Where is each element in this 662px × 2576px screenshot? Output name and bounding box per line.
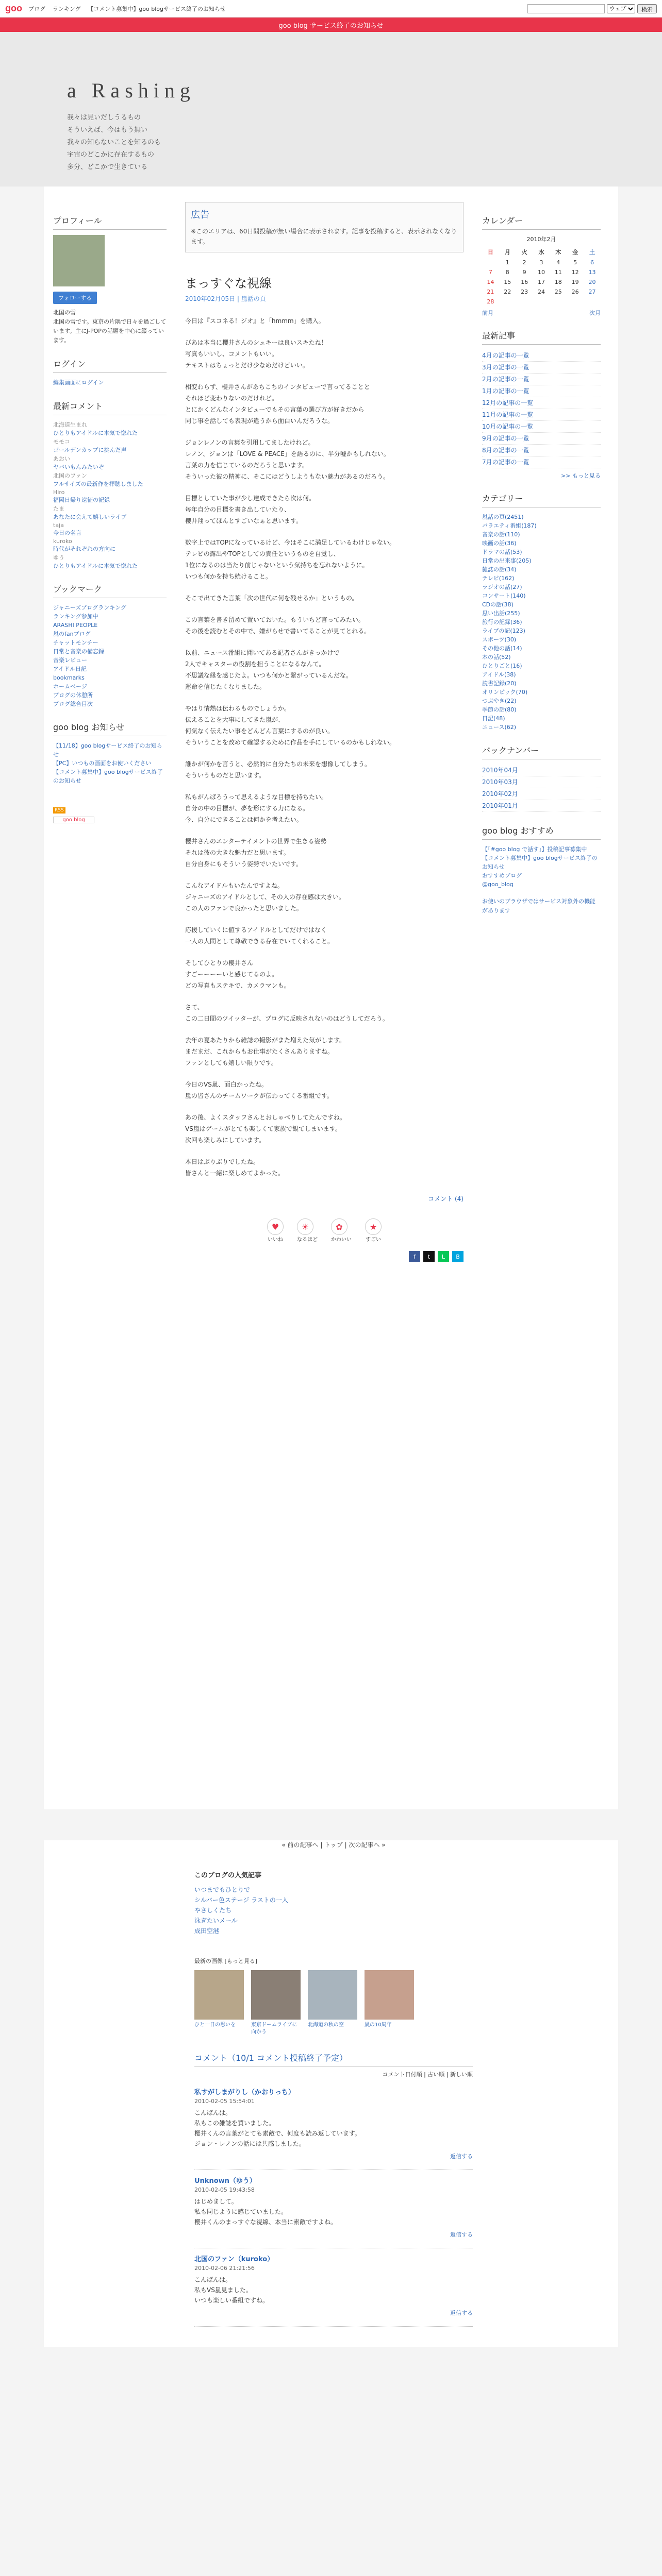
cal-day[interactable]: 5 [573,259,577,266]
category-link[interactable]: バラエティ番組(187) [482,522,537,529]
thumb-image [365,1970,414,2020]
cal-day[interactable]: 11 [554,269,562,276]
calendar-prev-link[interactable]: 前月 [482,310,493,316]
bookmark-link[interactable]: 嵐のfanブログ [53,631,91,637]
category-link[interactable]: その他の話(14) [482,645,522,652]
category-heading: カテゴリー [482,489,601,507]
cal-day[interactable]: 4 [556,259,560,266]
recent-comments-heading: 最新コメント [53,397,167,415]
cal-day [584,297,601,307]
top-nav-ranking[interactable]: ランキング [52,5,81,12]
comment-link[interactable]: あなたに会えて嬉しいライブ [53,514,127,520]
comments-heading: コメント（10/1 コメント投稿終了予定） [194,2052,473,2067]
ad-title: 広告 [191,210,209,221]
profile-avatar[interactable] [53,235,105,286]
category-link[interactable]: 読書記録(20) [482,680,517,687]
comment-link[interactable]: ヤバいもんみたいぞ [53,464,104,470]
reply-link[interactable]: 返信する [450,2231,473,2238]
post-paragraph: ジョンレノンの言葉を引用してましたけれど。 レノン、ジョンは「LOVE & PEACE」を語るのに、半分嘘かもしれない。 言葉の力を信じているのだろうと思います。 そういった彼の精神に、そこにはどうしようもない魅力があるのだろう。 [185,439,390,480]
post-paragraph: 目標としていた事が少し達成できたら次は何。 毎年自分の目標を書き出していたり、 櫻井翔ってほんとすごいなぁと思います。 [185,495,316,524]
backnumber-heading: バックナンバー [482,741,601,759]
comment-item [194,2170,473,2248]
rss-area [53,806,167,823]
login-heading: ログイン [53,354,167,373]
tagline-line: 我々の知らないことを知るのも [67,139,161,146]
category-link[interactable]: 雑誌の話(34) [482,566,517,573]
calendar-heading: カレンダー [482,211,601,230]
calendar-next-link[interactable]: 次月 [589,310,601,316]
comment-body: こんばんは。 私もこの雑誌を買いました。 櫻井くんの言葉がとても素敵で、何度も読み返しています。 ジョン・レノンの話には共感しました。 [194,2109,361,2147]
profile-name: 北国の雪 [53,309,76,316]
category-link[interactable]: 映画の話(36) [482,540,517,547]
comment-author: ゆう [53,554,64,561]
entry-link[interactable]: 12月の記事の一覧 [482,397,601,409]
blog-tagline [67,112,662,174]
left-sidebar [53,202,167,1809]
list-item [53,488,167,504]
cal-day[interactable]: 18 [554,279,562,285]
cal-day[interactable]: 1 [505,259,509,266]
goo-notice-list [53,741,167,785]
entry-link[interactable]: 11月の記事の一覧 [482,409,601,421]
category-link[interactable]: CDの話(38) [482,601,514,608]
list-item [53,553,167,570]
post-body [185,315,464,1179]
comment-author: kuroko [53,538,72,545]
backnumber-link[interactable]: 2010年01月 [482,800,601,812]
comment-link[interactable]: ゴールデンカップに挑んだ声 [53,447,127,453]
line-icon[interactable]: L [438,1251,449,1262]
recent-comments-list [53,420,167,570]
post-paragraph: 数字上ではTOPになっているけど、今はそこに満足しているわけじゃない。 テレビの露出やTOPとしての責任というものを自覚し、 1位になるのは当たり前じゃないという気持ちを忘れないように。 いつも何かを持ち続けること。 [185,539,396,580]
weekday: 木 [555,249,561,256]
post-paragraph: 相変わらず、櫻井さんがあちこちのインタビューで言ってることと それほど変わりないのだけれど。 とにかくどんなインタビューでもその言葉の選び方が好きだから 同じ事を話しても表現が違うから面白いんだろうな。 [185,383,370,425]
goo-notice-link[interactable]: 【コメント募集中】goo blogサービス終了のお知らせ [53,769,163,784]
cal-day[interactable]: 16 [521,279,528,285]
goo-notice-heading: goo blog お知らせ [53,718,167,736]
list-item [53,454,167,471]
page-body [44,187,618,1809]
backnumber-link[interactable]: 2010年03月 [482,776,601,788]
post-paragraph: 応援していくに値するアイドルとしてだけではなく 一人の人間として尊敬できる存在でいてくれること。 [185,926,334,945]
comment-link[interactable]: 時代がそれぞれの方向に [53,546,115,552]
cal-day [567,297,584,307]
comment-item [194,2081,473,2170]
bookmark-list [53,603,167,708]
post-paragraph: あの後、よくスタッフさんとおしゃべりしてたんですね。 VS嵐はゲームがとても楽しくて家族で観てしまいます。 次回も楽しみにしています。 [185,1114,346,1144]
entry-link[interactable]: 9月の記事の一覧 [482,433,601,445]
recommend-link[interactable]: 【「#goo blog で話す」】投稿記事募集中 [482,846,587,853]
entry-link[interactable]: 8月の記事の一覧 [482,445,601,456]
top-search [527,4,657,13]
cal-day[interactable]: 15 [504,279,511,285]
goo-blog-badge[interactable]: goo blog [53,817,94,823]
list-item [53,437,167,454]
thumb-item[interactable] [251,1970,301,2036]
comment-date: 2010-02-05 15:54:01 [194,2098,255,2105]
backnumber-list [482,765,601,812]
post-paragraph: 去年の夏あたりから雑誌の撮影がまた増えた気がします。 まだまだ、これからもお仕事がたくさんありますね。 ファンとしても嬉しい限りです。 [185,1037,346,1066]
weekday: 月 [504,249,510,256]
list-item [53,420,167,437]
ad-text: ※このエリアは、60日間投稿が無い場合に表示されます。記事を投稿すると、表示されなくなります。 [191,228,457,245]
top-nav [28,5,231,13]
browser-note: お使いのブラウザではサービス対象外の機能があります [482,898,595,914]
post-paragraph: 櫻井さんのエンターテイメントの世界で生きる姿勢 それは彼の大きな魅力だと思います。 自分自身にもそういう姿勢でいたいです。 [185,838,327,868]
category-link[interactable]: ドラマの話(53) [482,549,522,555]
post-paragraph: びあは本当に櫻井さんのシュキーは良いスキたね！ 写真もいいし、コメントもいい。 テキストはちょっとだけ少なめだけどいい。 [185,339,327,369]
post-paragraph: やはり情熱は伝わるものでしょうか。 伝えることを大事にしてきた嵐が、 何気なく伝えたい事をどんどん言葉にするのが良い。 そういうことを改めて確認するために作品を手にしているのかもしれない。 [185,705,396,746]
cal-day[interactable]: 28 [487,298,494,305]
sns-share [185,1251,464,1262]
recent-entries-heading: 最新記事 [482,326,601,345]
notice-link[interactable]: goo blog サービス終了のお知らせ [278,22,384,30]
category-link[interactable]: 旅行の記録(36) [482,619,522,625]
category-link[interactable]: コンサート(140) [482,592,526,599]
post-paragraph: そこで出てきた言葉「次の世代に何を残せるか」というもの。 [185,595,358,602]
cal-day [550,297,567,307]
cal-day[interactable]: 10 [537,269,545,276]
cal-day[interactable]: 9 [522,269,526,276]
reaction-like[interactable] [267,1218,284,1243]
backnumber-link[interactable]: 2010年02月 [482,788,601,800]
post-paragraph: 今日のVS嵐、面白かったね。 嵐の皆さんのチームワークが伝わってくる番組です。 [185,1081,333,1099]
reply-link[interactable]: 返信する [450,2153,473,2160]
reaction-naruhodo[interactable] [297,1218,318,1243]
comment-author[interactable]: 北国のファン（kuroko） [194,2256,274,2263]
comment-item [194,2248,473,2327]
hatena-icon[interactable]: B [452,1251,464,1262]
bookmark-link[interactable]: ブログ総合目次 [53,701,93,707]
profile-heading: プロフィール [53,211,167,230]
search-scope-select[interactable] [607,4,635,13]
cal-day[interactable]: 12 [571,269,579,276]
popular-link[interactable]: 泳ぎたいメール [194,1917,238,1924]
category-link[interactable]: ニュース(62) [482,724,517,731]
reaction-label: すごい [366,1237,381,1243]
cal-day [516,297,533,307]
reaction-great[interactable] [365,1218,382,1243]
star-icon: ★ [365,1218,382,1235]
recommend-link[interactable]: おすすめブログ [482,872,522,879]
weekday: 火 [521,249,527,256]
comment-link[interactable]: 今日の名言 [53,530,81,536]
comment-author: Hiro [53,489,65,496]
cal-day[interactable]: 26 [571,289,579,295]
top-bar [0,0,662,18]
blog-title[interactable]: a Rashing [67,79,195,102]
comment-link[interactable]: ひとりもアイドルに本気で惚れた [53,563,138,569]
heart-icon: ♥ [267,1218,284,1235]
cal-day[interactable]: 3 [539,259,543,266]
lower-content [44,1840,618,2347]
popular-heading: このブログの人気記事 [194,1872,262,1879]
recent-entries-list [482,350,601,468]
goo-notice-link[interactable]: 【11/18】goo blogサービス終了のお知らせ [53,742,162,758]
category-link[interactable]: 日記(48) [482,715,505,722]
entry-link[interactable]: 3月の記事の一覧 [482,362,601,374]
comment-author[interactable]: 私すがしまがりし（かおりっち） [194,2089,295,2096]
comment-date: 2010-02-06 21:21:56 [194,2265,255,2272]
rss-icon[interactable]: RSS [53,807,65,814]
comment-body: こんばんは。 私もVS嵐見ました。 いつも楽しい番組ですね。 [194,2276,269,2304]
cal-day[interactable]: 21 [487,289,494,295]
category-link[interactable]: 思い出話(255) [482,610,520,617]
comment-date: 2010-02-05 19:43:58 [194,2187,255,2193]
goo-notice-link[interactable]: 【PC】いつもの画面をお使いください [53,760,152,767]
lower-main [194,1840,473,2327]
calendar-nav [482,309,601,317]
image-thumbs [194,1970,473,2036]
thumb-caption: ひと一日の思いを [194,2022,236,2028]
post-title[interactable]: まっすぐな視線 [185,276,272,291]
post-paragraph: この言葉を書き留めて置いておいた。もういちど言ってみたい。 その後を読むとその中で、嫌がらせで書いてることが見てとれる。 [185,616,371,635]
profile-text: 北国の雪です。東京の片隅で日々を過ごしています。主にJ-POPの話題を中心に綴っています。 [53,318,167,344]
tagline-line: 我々は見いだしうるもの [67,114,141,122]
post-paragraph: 今日は『スコネる！ジオ』と「hmmm」を購入。 [185,317,325,325]
popular-link[interactable]: シルバー色ステージ ラストの一人 [194,1896,288,1904]
top-nav-blog[interactable]: ブログ [28,5,45,12]
comment-author: あおい [53,455,70,462]
thumb-image [194,1970,244,2020]
comment-body: はじめまして。 私も同じように感じていました。 櫻井くんのまっすぐな視線、本当に素敵ですよね。 [194,2198,337,2226]
list-item [53,521,167,537]
entry-link[interactable]: 2月の記事の一覧 [482,374,601,385]
thumb-image [251,1970,301,2020]
recommend-link[interactable]: 【コメント募集中】goo blogサービス終了のお知らせ [482,855,598,870]
post-paragraph: 誰かが何かを言うと、必然的に自分たちの未来を想像してしまう。 そういうものだと思います。 [185,760,371,779]
weekday: 金 [572,249,578,256]
category-link[interactable]: 季節の話(80) [482,706,517,713]
comment-count-link[interactable]: コメント (4) [428,1195,464,1202]
thumb-item[interactable] [365,1970,414,2036]
reply-link[interactable]: 返信する [450,2310,473,2316]
backnumber-link[interactable]: 2010年04月 [482,765,601,776]
tagline-line: そういえば、今はもう無い [67,126,148,134]
goo-recommend-list [482,845,601,889]
facebook-icon[interactable]: f [409,1251,420,1262]
reaction-buttons [185,1218,464,1243]
bookmark-link[interactable]: ランキング参加中 [53,613,98,620]
cal-day[interactable]: 2 [522,259,526,266]
bookmark-link[interactable]: チャットモンチー [53,639,98,646]
cal-day[interactable]: 13 [588,269,596,276]
top-nav-notice[interactable]: 【コメント募集中】goo blogサービス終了のお知らせ [88,5,226,12]
list-item [53,537,167,553]
cal-day[interactable]: 24 [537,289,545,295]
category-link[interactable]: 日常の出来事(205) [482,557,532,564]
twitter-link[interactable]: @goo_blog [482,881,514,888]
category-link[interactable]: 音楽の話(110) [482,531,520,538]
cal-day[interactable]: 6 [590,259,594,266]
lightbulb-icon: ☀ [297,1218,313,1235]
cal-day[interactable]: 17 [537,279,545,285]
search-input[interactable] [527,4,605,13]
cal-day[interactable] [482,258,499,267]
post-paragraph: そしてひとりの櫻井さん すごーーーーいと感じてるのよ。 どの写真もステキで、カメラマンも。 [185,959,290,989]
post-paragraph: 私もがんばろうって思えるような目標を持ちたい。 自分の中の目標が、夢を形にする力になる。 今、自分にできることは何かを考えたい。 [185,793,328,823]
cal-day[interactable]: 22 [504,289,511,295]
tagline-line: 多分、どこかで生きている [67,163,148,171]
cal-day[interactable]: 20 [588,279,596,285]
thumb-image [308,1970,357,2020]
thumb-caption: 嵐の10周年 [365,2022,392,2028]
post-paragraph: さて、 この二日間のツイッターが、ブログに反映されないのはどうしてだろう。 [185,1004,389,1022]
comment-link[interactable]: 福岡日帰り遠征の記録 [53,497,110,503]
popular-link[interactable]: いつまでもひとりで [194,1886,251,1893]
cal-day[interactable]: 25 [554,289,562,295]
comments-sort[interactable]: コメント日付順 | 古い順 | 新しい順 [382,2071,473,2078]
calendar-title: 2010年2月 [526,236,556,243]
cal-day[interactable]: 14 [487,279,494,285]
comment-link[interactable]: フルサイズの最新作を拝聴しました [53,481,143,487]
category-link[interactable]: ラジオの話(27) [482,584,522,590]
popular-link[interactable]: 成田空港 [194,1927,220,1935]
category-link[interactable]: ライブの記(123) [482,628,525,634]
entry-link[interactable]: 1月の記事の一覧 [482,385,601,397]
entry-link[interactable]: 10月の記事の一覧 [482,421,601,433]
ad-box [185,202,464,252]
comment-author: taja [53,522,64,529]
category-link[interactable]: ひとりごと(16) [482,663,522,669]
weekday: 日 [487,249,493,256]
cal-day[interactable]: 23 [521,289,528,295]
blog-header [0,32,662,187]
reaction-label: いいね [268,1237,283,1243]
bookmark-link[interactable]: ブログの休憩所 [53,692,93,699]
reaction-label: かわいい [331,1237,352,1243]
reaction-cute[interactable] [331,1218,352,1243]
bookmark-link[interactable]: 日常と音楽の備忘録 [53,648,104,655]
cal-day [499,297,516,307]
post-paragraph: 本日はぶりぶりでしたね。 皆さんと一緒に楽しめてよかった。 [185,1158,285,1177]
comment-link[interactable]: ひとりもアイドルに本気で惚れた [53,430,138,436]
category-link[interactable]: つぶやき(22) [482,698,517,704]
entry-link[interactable]: 7月の記事の一覧 [482,456,601,468]
comment-author: 北海道生まれ [53,421,87,428]
follow-button[interactable]: フォローする [53,292,97,304]
post-footer [185,1194,464,1203]
goo-logo[interactable]: goo [5,3,22,13]
reaction-label: なるほど [297,1237,318,1243]
notice-bar [0,18,662,32]
recent-more-link[interactable]: >> もっと見る [561,472,601,479]
cal-day[interactable]: 19 [571,279,579,285]
thumb-item[interactable] [194,1970,244,2036]
login-link[interactable]: 編集画面にログイン [53,379,104,386]
comment-author[interactable]: Unknown（ゆう） [194,2177,256,2185]
category-link[interactable]: 嵐話の頁(2451) [482,514,524,520]
bookmark-link[interactable]: 音楽レビュー [53,657,87,664]
popular-link[interactable]: やさしくたち [194,1907,232,1914]
category-list [482,513,601,732]
thumb-item[interactable] [308,1970,357,2036]
post-date: 2010年02月05日 | 嵐話の頁 [185,295,266,302]
category-link[interactable]: 本の話(52) [482,654,511,660]
images-heading: 最新の画像 [もっと見る] [194,1958,258,1964]
cal-day [533,297,550,307]
bookmark-link[interactable]: bookmarks [53,674,85,681]
comment-author: たま [53,505,64,512]
bookmark-link[interactable]: ジャニーズブログランキング [53,604,126,611]
category-link[interactable]: テレビ(162) [482,575,515,582]
category-link[interactable]: オリンピック(70) [482,689,528,696]
comment-author: 北国のファン [53,472,87,479]
bookmark-heading: ブックマーク [53,580,167,598]
main-content [185,202,464,1809]
post-paragraph: こんなアイドルもいたんですよね。 ジャニーズのアイドルとして、その人の存在感は大きい。 この人のファンで良かったと思いました。 [185,882,345,912]
bookmark-link[interactable]: ホームページ [53,683,87,690]
entry-link[interactable]: 4月の記事の一覧 [482,350,601,362]
thumb-caption: 東京ドームライブに向かう [251,2022,297,2035]
post-pager[interactable]: « 前の記事へ | トップ | 次の記事へ » [282,1841,386,1849]
goo-recommend-heading: goo blog おすすめ [482,821,601,840]
search-button[interactable]: 検索 [637,4,657,13]
cal-day[interactable]: 8 [505,269,509,276]
weekday: 水 [538,249,544,256]
calendar-table [482,246,601,307]
comment-author: モモコ [53,438,70,445]
cal-day[interactable]: 7 [488,269,492,276]
category-link[interactable]: スポーツ(30) [482,636,517,643]
list-item [53,504,167,521]
tagline-line: 宇宙のどこかに存在するもの [67,151,155,159]
category-link[interactable]: アイドル(38) [482,671,516,678]
x-icon[interactable]: t [423,1251,435,1262]
post-paragraph: 以前、ニュース番組に聞いてある記者さんがきっかけで 2人でキャスターの役割を担うことになるなんて。 不思議な縁を感じたよ。いつも何かと繋がっているんだな。 運命を信じたくなりました。 [185,649,353,690]
bookmark-link[interactable]: ARASHI PEOPLE [53,622,98,629]
bookmark-link[interactable]: アイドル日記 [53,666,87,672]
weekday: 土 [589,249,595,256]
thumb-caption: 北海道の秋の空 [308,2022,344,2028]
list-item [53,471,167,488]
right-sidebar [482,202,601,1809]
cal-day[interactable]: 27 [588,289,596,295]
flower-icon: ✿ [331,1218,347,1235]
